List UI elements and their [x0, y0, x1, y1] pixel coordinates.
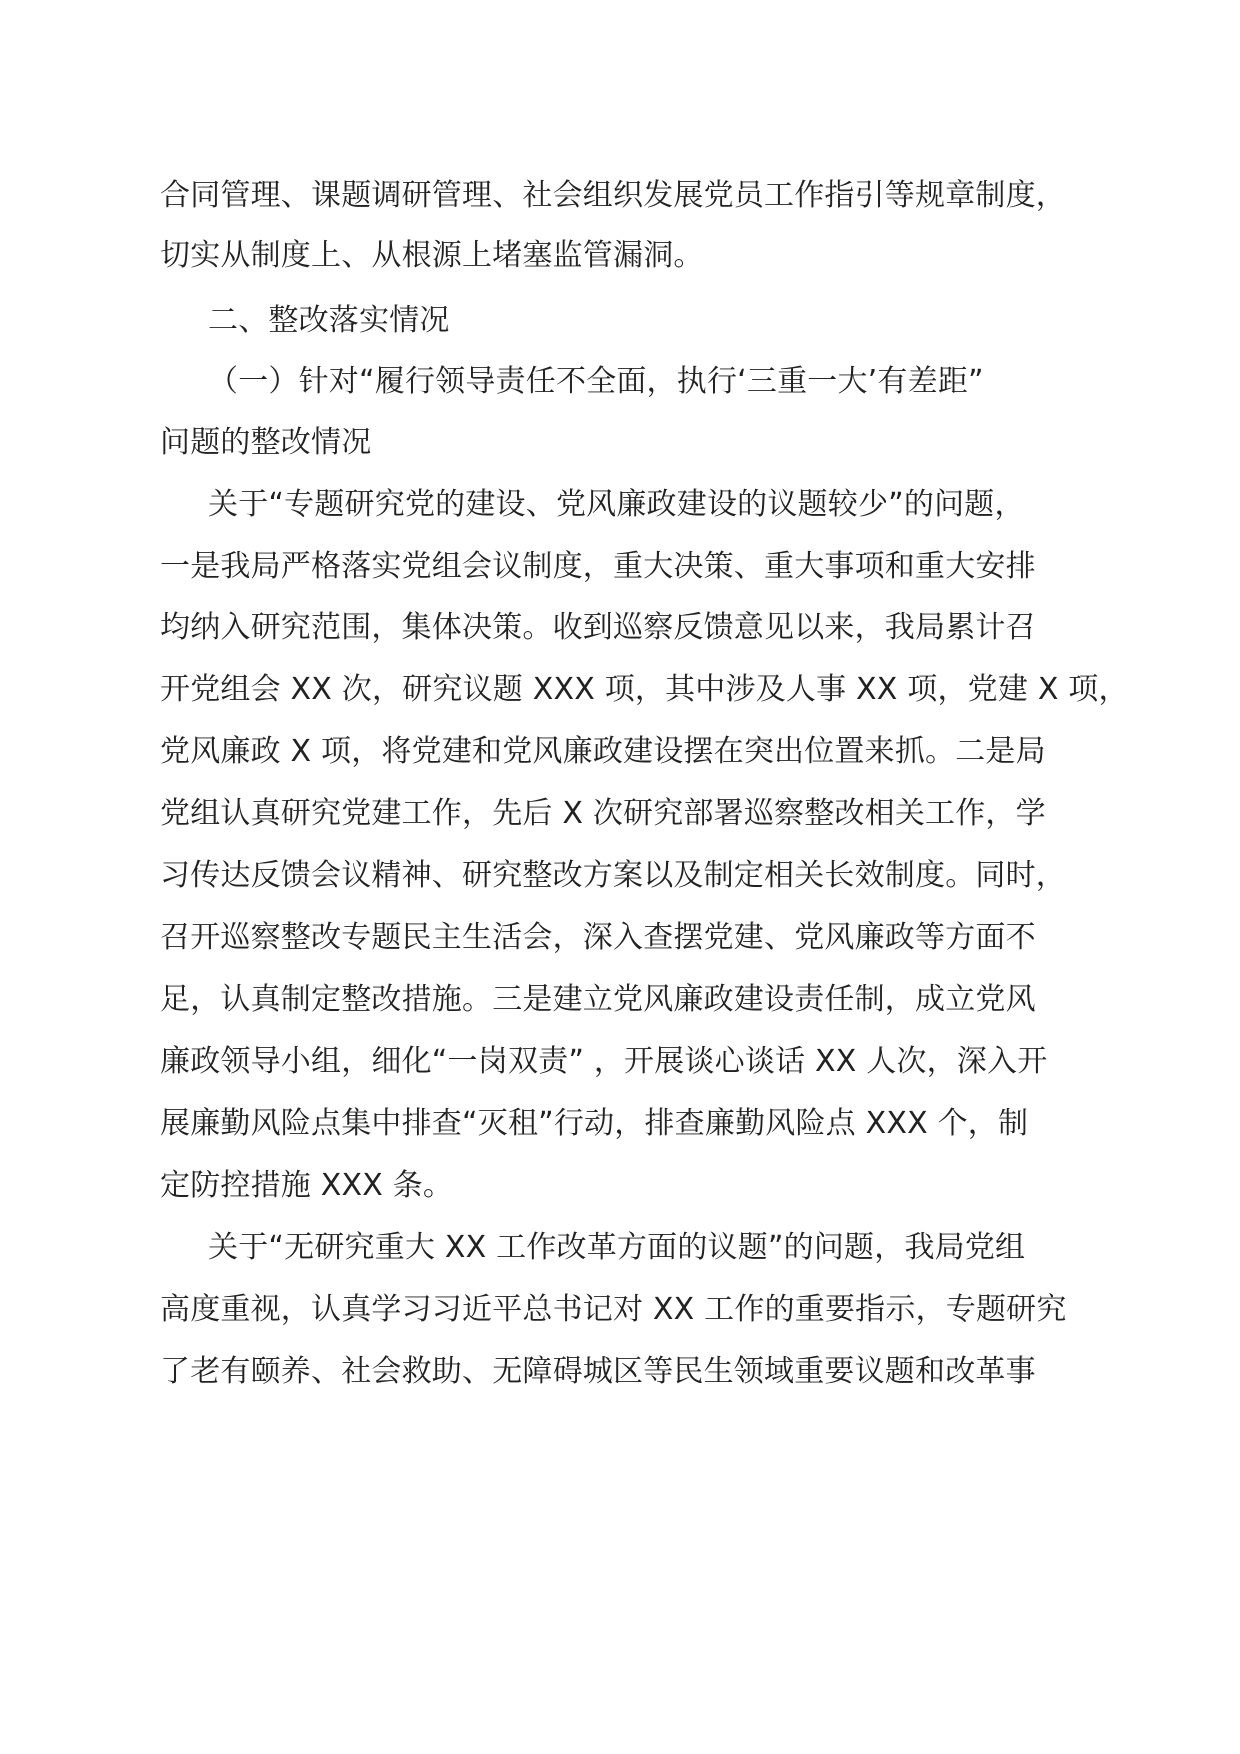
text-line: 廉政领导小组，细化“一岗双责” ，开展谈心谈话 XX 人次，深入开	[160, 1044, 1048, 1079]
text-line: 召开巡察整改专题民主生活会，深入查摆党建、党风廉政等方面不	[160, 920, 1036, 955]
section-heading: 二、整改落实情况	[208, 303, 450, 338]
text-line: 展廉勤风险点集中排查“灭租”行动，排查廉勤风险点 XXX 个，制	[160, 1106, 1029, 1141]
text-line: 党组认真研究党建工作，先后 X 次研究部署巡察整改相关工作，学	[160, 796, 1046, 831]
paragraph-start: 关于“专题研究党的建设、党风廉政建设的议题较少”的问题，	[208, 487, 1025, 522]
text-line: 定防控措施 XXX 条。	[160, 1168, 454, 1203]
text-line: 党风廉政 X 项，将党建和党风廉政建设摆在突出位置来抓。二是局	[160, 734, 1046, 769]
subsection-heading: （一）针对“履行领导责任不全面，执行‘三重一大’有差距”	[208, 364, 984, 399]
text-line: 足，认真制定整改措施。三是建立党风廉政建设责任制，成立党风	[160, 982, 1036, 1017]
text-line: 了老有颐养、社会救助、无障碍城区等民生领域重要议题和改革事	[160, 1354, 1036, 1389]
text-line: 开党组会 XX 次，研究议题 XXX 项，其中涉及人事 XX 项，党建 X 项，	[160, 672, 1129, 707]
text-line: 高度重视，认真学习习近平总书记对 XX 工作的重要指示，专题研究	[160, 1292, 1067, 1327]
text-line: 合同管理、课题调研管理、社会组织发展党员工作指引等规章制度，	[160, 178, 1066, 213]
text-line: 均纳入研究范围，集体决策。收到巡察反馈意见以来，我局累计召	[160, 610, 1036, 645]
text-line: 一是我局严格落实党组会议制度，重大决策、重大事项和重大安排	[160, 549, 1036, 584]
text-line: 切实从制度上、从根源上堵塞监管漏洞。	[160, 238, 704, 273]
paragraph-start: 关于“无研究重大 XX 工作改革方面的议题”的问题，我局党组	[208, 1230, 1026, 1265]
text-line: 习传达反馈会议精神、研究整改方案以及制定相关长效制度。同时，	[160, 858, 1066, 893]
subsection-heading-continued: 问题的整改情况	[160, 425, 372, 460]
